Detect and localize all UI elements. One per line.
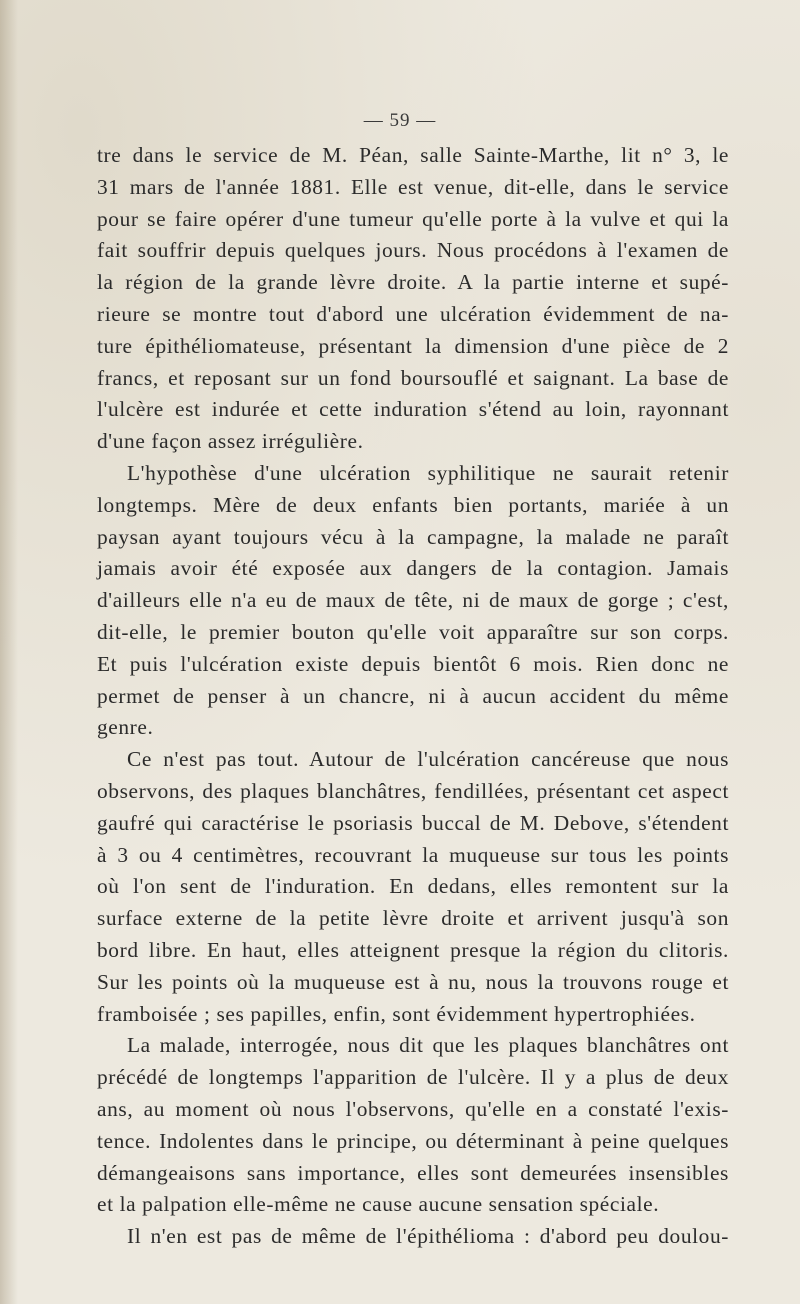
text-line: Sur les points où la muqueuse est à nu, nous la trouvons rouge et <box>97 969 729 994</box>
text-line: tence. Indolentes dans le principe, ou déterminant à peine quelques <box>97 1128 729 1153</box>
text-line: genre. <box>97 715 154 740</box>
text-line: francs, et reposant sur un fond boursouflé et saignant. La base de <box>97 365 729 390</box>
text-body <box>97 140 729 1253</box>
paragraph <box>97 1030 729 1221</box>
text-line: et la palpation elle-même ne cause aucune sensation spéciale. <box>97 1192 660 1217</box>
text-line: observons, des plaques blanchâtres, fendillées, présentant cet aspect <box>97 778 729 803</box>
text-line: ture épithéliomateuse, présentant la dimension d'une pièce de 2 <box>97 333 729 358</box>
text-line: Il n'en est pas de même de l'épithélioma : d'abord peu doulou- <box>127 1224 729 1249</box>
text-line: surface externe de la petite lèvre droite et arrivent jusqu'à son <box>97 906 729 931</box>
text-line: où l'on sent de l'induration. En dedans, elles remontent sur la <box>97 874 729 899</box>
text-line: longtemps. Mère de deux enfants bien portants, mariée à un <box>97 492 729 517</box>
text-line: L'hypothèse d'une ulcération syphilitique ne saurait retenir <box>127 460 729 485</box>
text-line: framboisée ; ses papilles, enfin, sont évidemment hypertrophiées. <box>97 1001 696 1026</box>
text-line: La malade, interrogée, nous dit que les plaques blanchâtres ont <box>127 1033 729 1058</box>
page-edge-shadow <box>0 0 18 1304</box>
text-line: précédé de longtemps l'apparition de l'ulcère. Il y a plus de deux <box>97 1065 729 1090</box>
text-line: l'ulcère est indurée et cette induration s'étend au loin, rayonnant <box>97 397 729 422</box>
page-number: — 59 — <box>363 110 437 131</box>
paragraph <box>97 458 729 744</box>
paragraph <box>97 744 729 1030</box>
paragraph <box>97 140 729 458</box>
text-line: fait souffrir depuis quelques jours. Nous procédons à l'examen de <box>97 238 729 263</box>
text-line: rieure se montre tout d'abord une ulcération évidemment de na- <box>97 301 729 326</box>
text-line: gaufré qui caractérise le psoriasis buccal de M. Debove, s'étendent <box>97 810 729 835</box>
text-line: Ce n'est pas tout. Autour de l'ulcération cancéreuse que nous <box>127 747 729 772</box>
text-line: permet de penser à un chancre, ni à aucun accident du même <box>97 683 729 708</box>
text-line: démangeaisons sans importance, elles sont demeurées insensibles <box>97 1160 729 1185</box>
text-line: dit-elle, le premier bouton qu'elle voit apparaître sur son corps. <box>97 619 729 644</box>
paragraph <box>97 1221 729 1253</box>
text-line: Et puis l'ulcération existe depuis bientôt 6 mois. Rien donc ne <box>97 651 729 676</box>
text-line: jamais avoir été exposée aux dangers de la contagion. Jamais <box>97 556 729 581</box>
text-line: bord libre. En haut, elles atteignent presque la région du clitoris. <box>97 937 729 962</box>
text-line: pour se faire opérer d'une tumeur qu'elle porte à la vulve et qui la <box>97 206 729 231</box>
text-line: 31 mars de l'année 1881. Elle est venue, dit-elle, dans le service <box>97 174 729 199</box>
text-line: ans, au moment où nous l'observons, qu'elle en a constaté l'exis- <box>97 1096 729 1121</box>
text-line: d'ailleurs elle n'a eu de maux de tête, ni de maux de gorge ; c'est, <box>97 588 729 613</box>
text-line: d'une façon assez irrégulière. <box>97 429 364 454</box>
text-line: à 3 ou 4 centimètres, recouvrant la muqueuse sur tous les points <box>97 842 729 867</box>
text-line: tre dans le service de M. Péan, salle Sainte-Marthe, lit n° 3, le <box>97 143 729 167</box>
text-line: paysan ayant toujours vécu à la campagne, la malade ne paraît <box>97 524 729 549</box>
text-line: la région de la grande lèvre droite. A la partie interne et supé- <box>97 270 729 295</box>
